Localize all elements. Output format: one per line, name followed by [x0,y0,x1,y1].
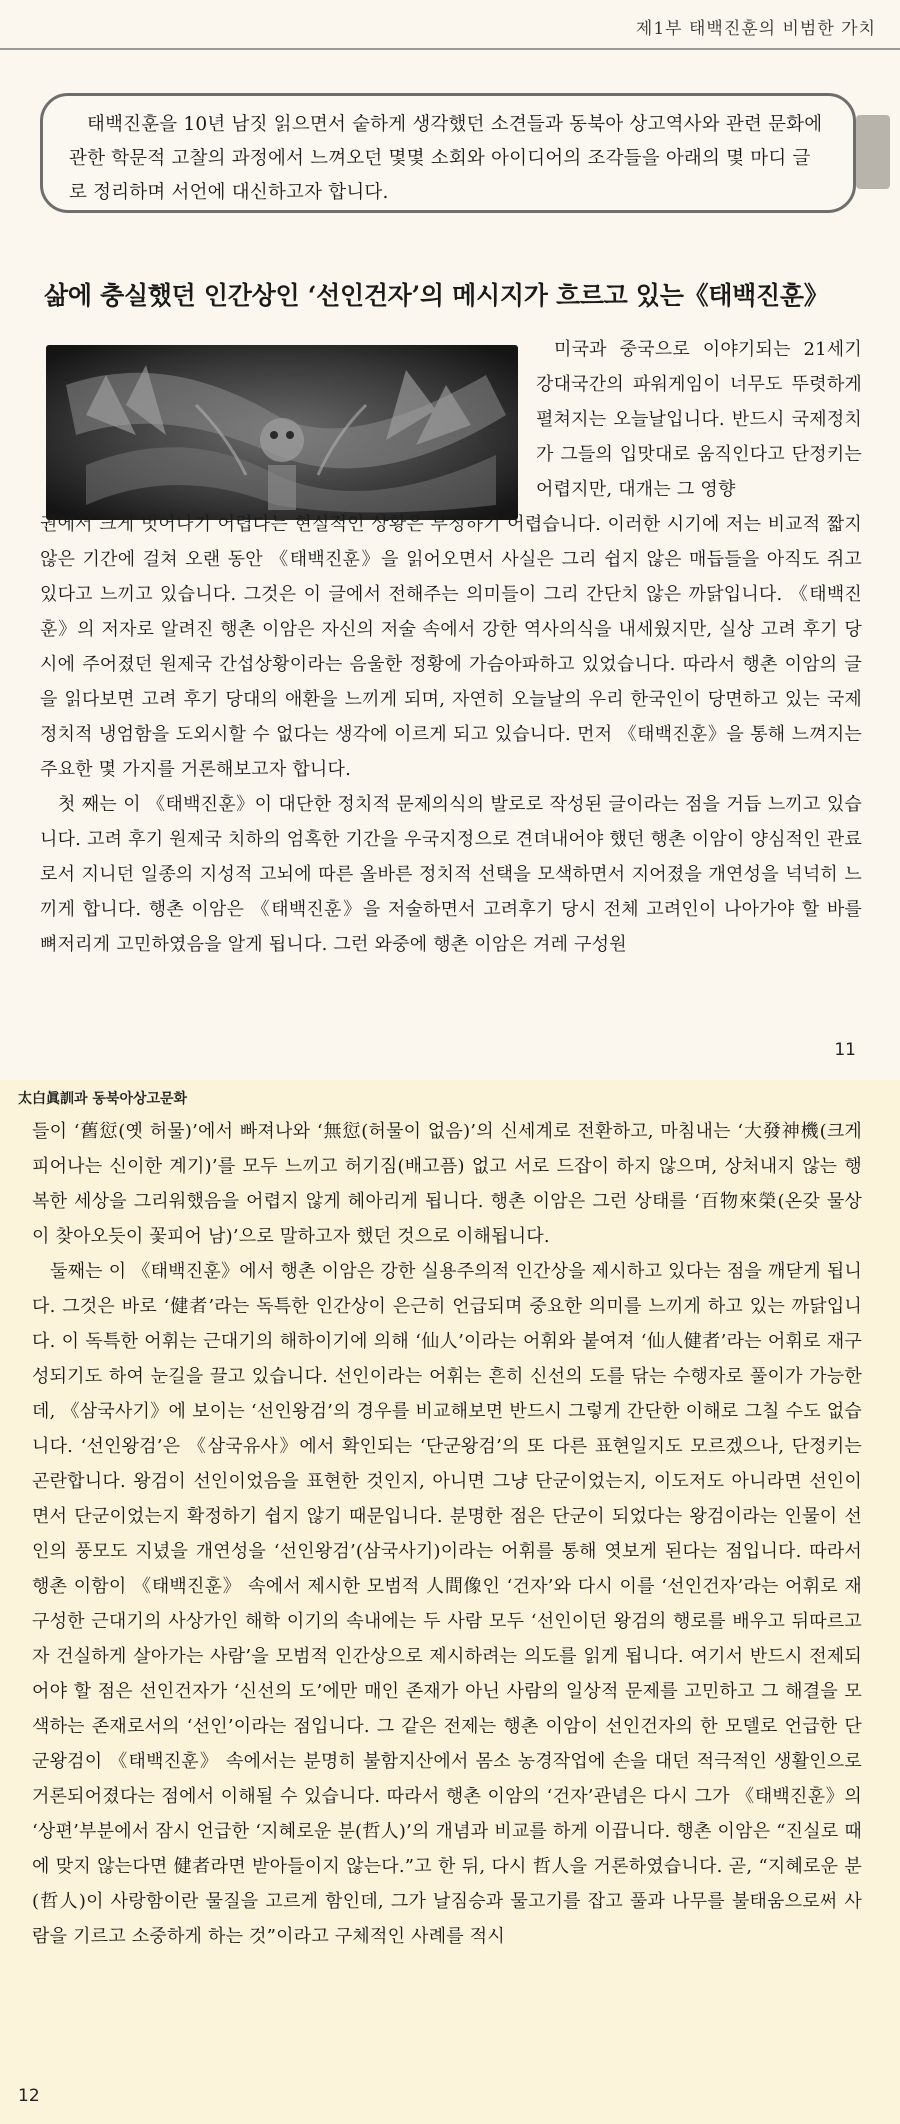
paragraph: 미국과 중국으로 이야기되는 21세기 강대국간의 파워게임이 너무도 뚜렷하게 펼쳐지는 오늘날입니다. 반드시 국제정치가 그들의 입맛대로 움직인다고 단정키는 어렵지만, 대개는 그 영향 [536,339,862,500]
header-rule [0,48,900,50]
intro-text: 태백진훈을 10년 남짓 읽으면서 숱하게 생각했던 소견들과 동북아 상고역사와 관련 문화에 관한 학문적 고찰의 과정에서 느껴오던 몇몇 소회와 아이디어의 조각들을 아래의 몇 마디 글로 정리하며 서언에 대신하고자 합니다. [69,114,823,203]
intro-box [40,93,856,213]
body-text-main [40,507,862,962]
body-text-main [32,1114,862,1954]
book-page-12 [0,1080,900,2124]
running-head: 제1부 태백진훈의 비범한 가치 [635,19,876,39]
section-title: 삶에 충실했던 인간상인 ‘선인건자’의 메시지가 흐르고 있는《태백진훈》 [44,281,829,310]
page-number: 12 [18,2086,40,2106]
page-number: 11 [834,1040,856,1060]
paragraph: 권에서 크게 벗어나기 어렵다는 현실적인 상황은 부정하기 어렵습니다. 이러한 시기에 저는 비교적 짧지 않은 기간에 걸쳐 오랜 동안 《태백진훈》을 읽어오면서 사실은 그리 쉽지 않은 매듭들을 아직도 쥐고 있다고 느끼고 있습니다. 그것은 이 글에서 전해주는 의미들이 그리 간단치 않은 까닭입니다. 《태백진훈》의 저자로 알려진 행촌 이암은 자신의 저술 속에서 강한 역사의식을 내세웠지만, 실상 고려 후기 당시에 주어졌던 원제국 간섭상황이라는 음울한 정황에 가슴아파하고 있었습니다. 따라서 행촌 이암의 글을 읽다보면 고려 후기 당대의 애환을 느끼게 되며, 자연히 오늘날의 우리 한국인이 당면하고 있는 국제정치적 냉엄함을 도외시할 수 없다는 생각에 이르게 되고 있습니다. 먼저 《태백진훈》을 통해 느껴지는 주요한 몇 가지를 거론해보고자 합니다. [40,514,862,780]
paragraph: 들이 ‘舊愆(옛 허물)’에서 빠져나와 ‘無愆(허물이 없음)’의 신세계로 전환하고, 마침내는 ‘大發神機(크게 피어나는 신이한 계기)’를 모두 느끼고 허기짐(배고픔) 없고 서로 드잡이 하지 않으며, 상처내지 않는 행복한 세상을 그리워했음을 어렵지 않게 헤아리게 됩니다. 행촌 이암은 그런 상태를 ‘百物來榮(온갖 물상이 찾아오듯이 꽃피어 남)’으로 말하고자 했던 것으로 이해됩니다. [32,1121,862,1247]
body-text-beside-photo [536,332,862,507]
relief-carving-photo [46,345,518,520]
paragraph: 첫 째는 이 《태백진훈》이 대단한 정치적 문제의식의 발로로 작성된 글이라는 점을 거듭 느끼고 있습니다. 고려 후기 원제국 치하의 엄혹한 기간을 우국지정으로 견뎌내어야 했던 행촌 이암이 양심적인 관료로서 지니던 일종의 지성적 고뇌에 따른 올바른 정치적 선택을 모색하면서 지어졌을 개연성을 넉넉히 느끼게 합니다. 행촌 이암은 《태백진훈》을 저술하면서 고려후기 당시 전체 고려인이 나아가야 할 바를 뼈저리게 고민하였음을 알게 됩니다. 그런 와중에 행촌 이암은 겨레 구성원 [40,794,862,955]
margin-tab [856,115,890,189]
paragraph: 둘째는 이 《태백진훈》에서 행촌 이암은 강한 실용주의적 인간상을 제시하고 있다는 점을 깨닫게 됩니다. 그것은 바로 ‘健者’라는 독특한 인간상이 은근히 언급되며 중요한 의미를 느끼게 하고 있는 까닭입니다. 이 독특한 어휘는 근대기의 해하이기에 의해 ‘仙人’이라는 어휘와 붙여져 ‘仙人健者’라는 어휘로 재구성되기도 하여 눈길을 끌고 있습니다. 선인이라는 어휘는 흔히 신선의 도를 닦는 수행자로 풀이가 가능한데, 《삼국사기》에 보이는 ‘선인왕검’의 경우를 비교해보면 반드시 그렇게 간단한 이해로 그칠 수도 없습니다. ‘선인왕검’은 《삼국유사》에서 확인되는 ‘단군왕검’의 또 다른 표현일지도 모르겠으나, 단정키는 곤란합니다. 왕검이 선인이었음을 표현한 것인지, 아니면 그냥 단군이었는지, 이도저도 아니라면 선인이면서 단군이었는지 확정하기 쉽지 않기 때문입니다. 분명한 점은 단군이 되었다는 왕검이라는 인물이 선인의 풍모도 지녔을 개연성을 ‘선인왕검’(삼국사기)이라는 어휘를 통해 엿보게 된다는 점입니다. 따라서 행촌 이함이 《태백진훈》 속에서 제시한 모범적 人間像인 ‘건자’와 다시 이를 ‘선인건자’라는 어휘로 재구성한 근대기의 사상가인 해학 이기의 속내에는 두 사람 모두 ‘선인이던 왕검의 행로를 배우고 뒤따르고자 건실하게 살아가는 사람’을 모범적 인간상으로 제시하려는 의도를 읽게 됩니다. 여기서 반드시 전제되어야 할 점은 선인건자가 ‘신선의 도’에만 매인 존재가 아닌 사람의 일상적 문제를 고민하고 그 해결을 모색하는 존재로서의 ‘선인’이라는 점입니다. 그 같은 전제는 행촌 이암이 선인건자의 한 모델로 언급한 단군왕검이 《태백진훈》 속에서는 분명히 불함지산에서 몸소 농경작업에 손을 대던 적극적인 생활인으로 거론되어졌다는 점에서 이해될 수 있습니다. 따라서 행촌 이암의 ‘건자’관념은 다시 그가 《태백진훈》의 ‘상편’부분에서 잠시 언급한 ‘지혜로운 분(哲人)’의 개념과 비교를 하게 이끕니다. 행촌 이암은 “진실로 때에 맞지 않는다면 健者라면 받아들이지 않는다.”고 한 뒤, 다시 哲人을 거론하였습니다. 곧, “지혜로운 분(哲人)이 사랑함이란 물질을 고르게 함인데, 그가 날짐승과 물고기를 잡고 풀과 나무를 불태움으로써 사람을 기르고 소중하게 하는 것”이라고 구체적인 사례를 적시 [32,1261,862,1947]
running-head: 太白眞訓과 동북아상고문화 [18,1091,188,1107]
